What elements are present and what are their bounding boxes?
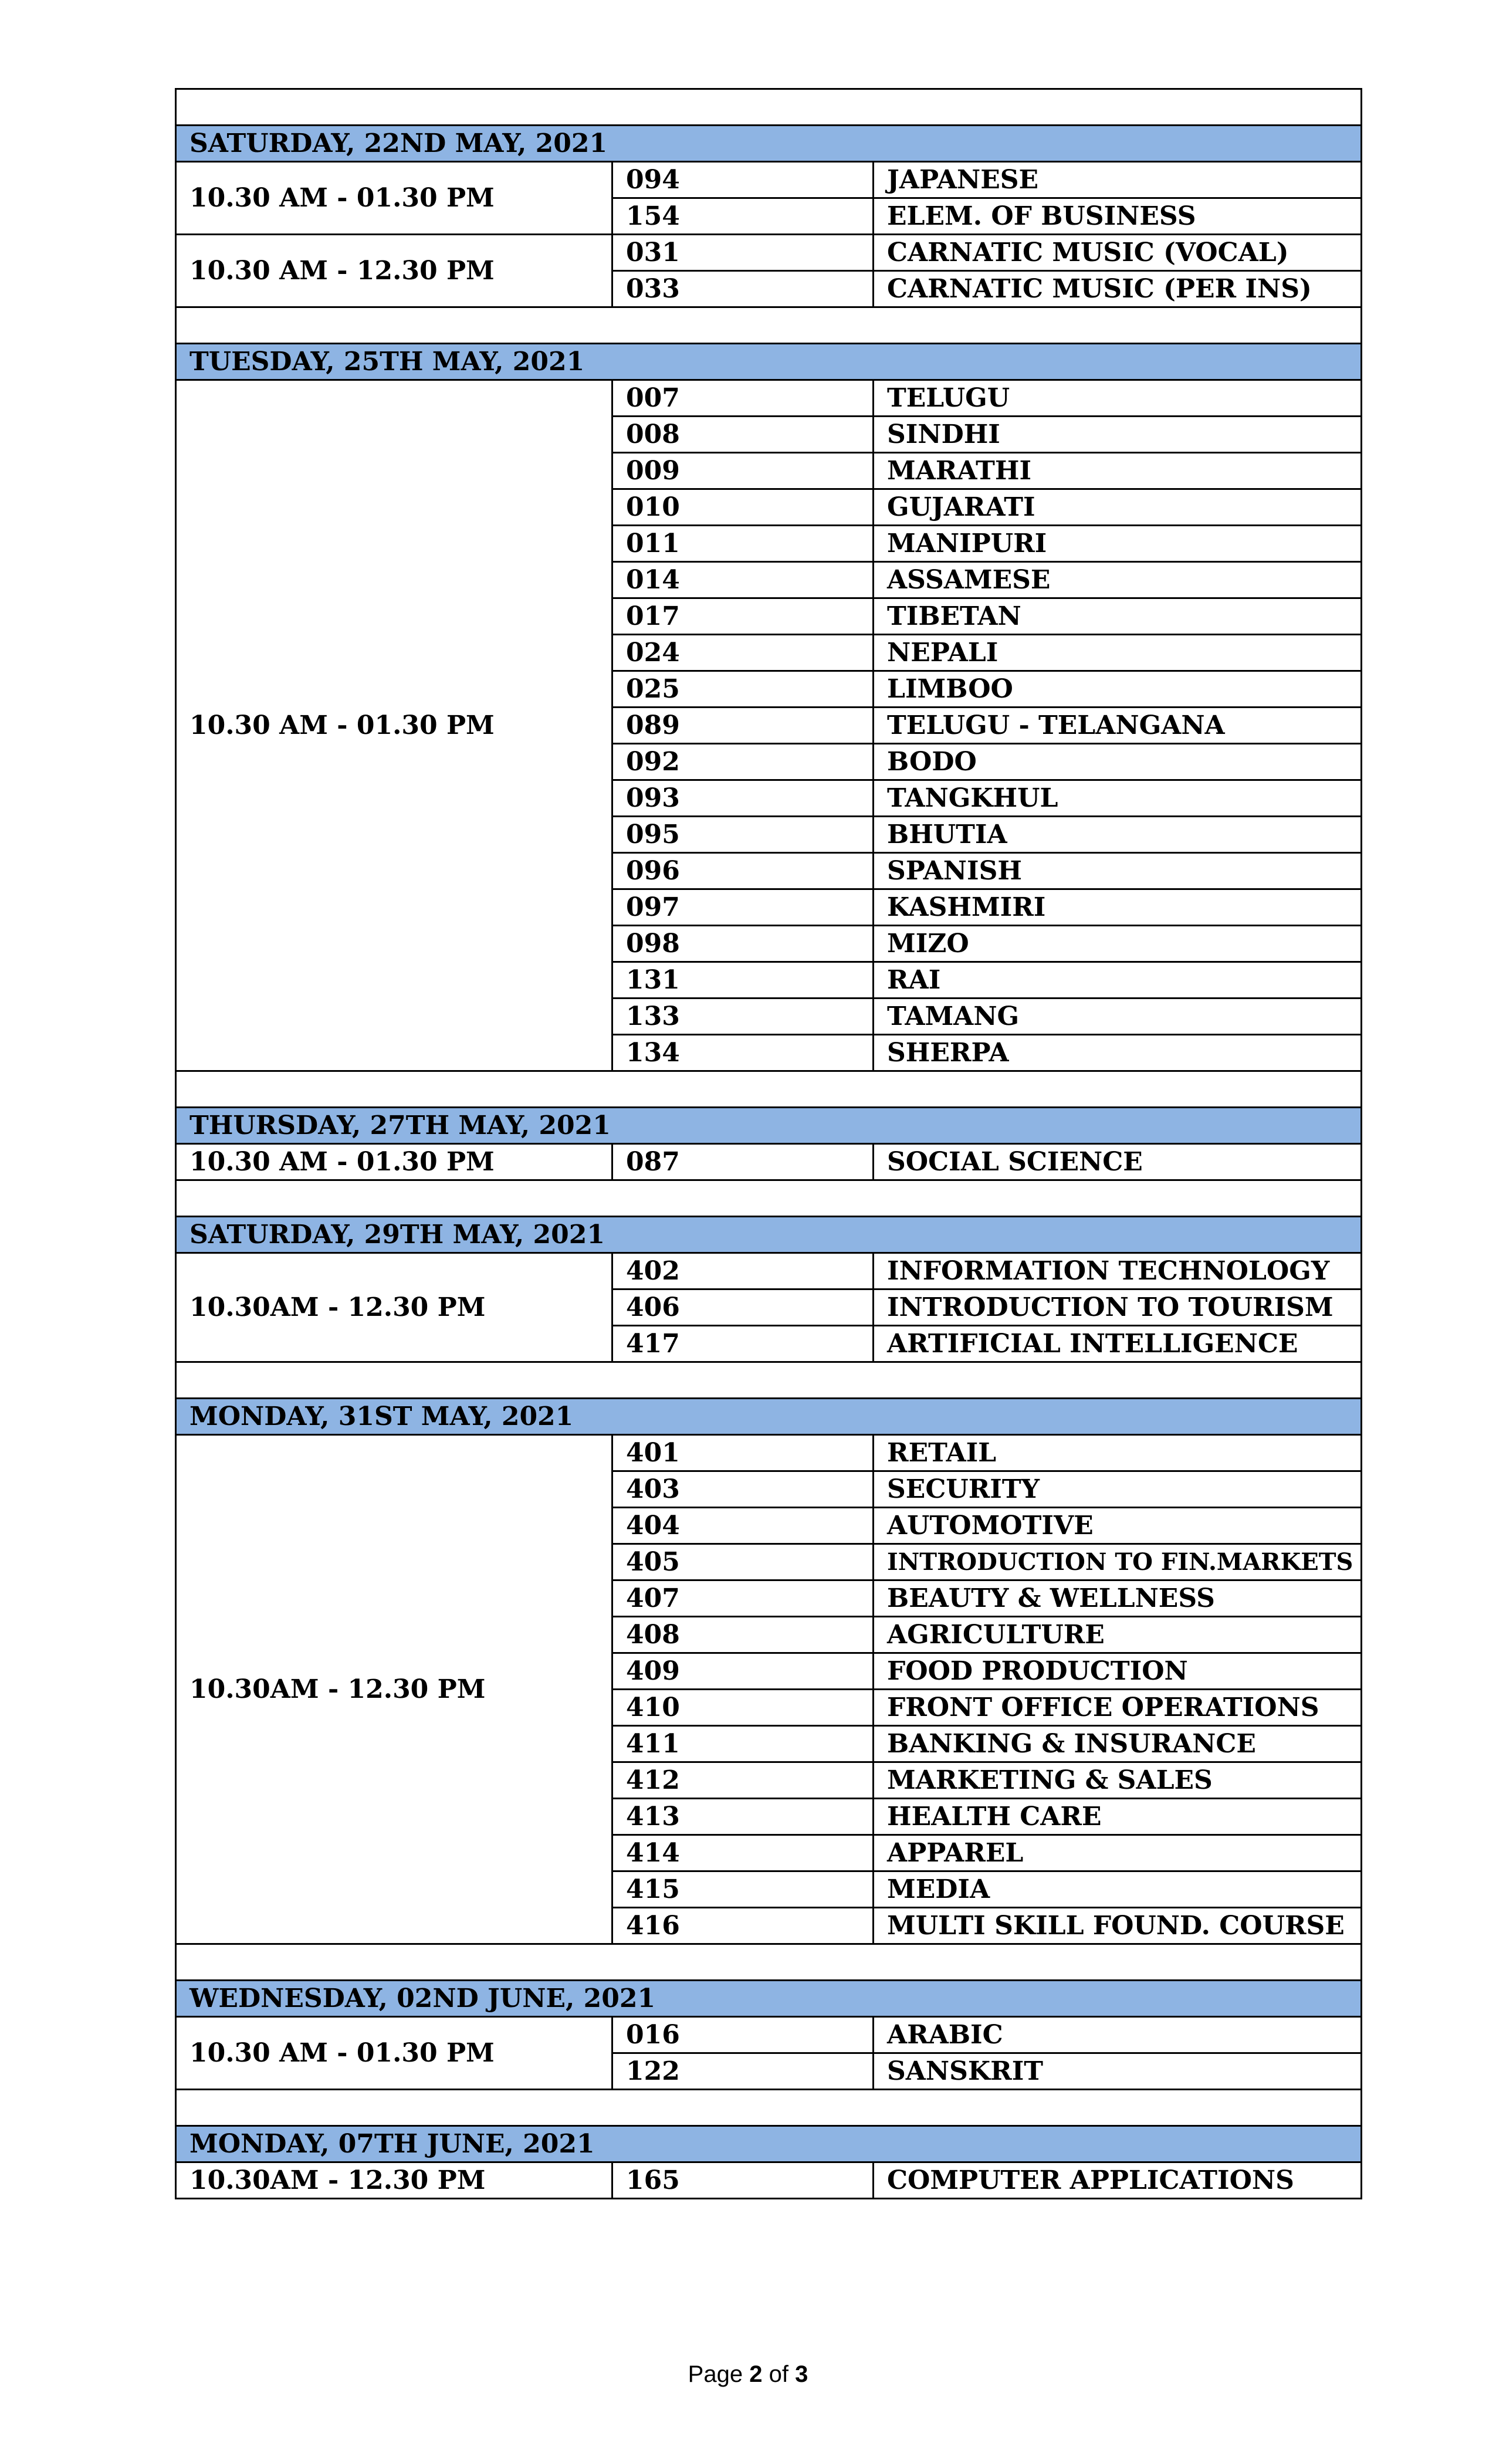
subject-name: MANIPURI bbox=[874, 526, 1362, 562]
subject-name: BHUTIA bbox=[874, 817, 1362, 853]
subject-name: FRONT OFFICE OPERATIONS bbox=[874, 1690, 1362, 1726]
subject-code: 095 bbox=[612, 817, 874, 853]
spacer-cell bbox=[176, 1362, 1362, 1399]
subject-name: ELEM. OF BUSINESS bbox=[874, 198, 1362, 235]
subject-code: 092 bbox=[612, 744, 874, 780]
paper-row bbox=[176, 235, 1362, 271]
subject-code: 014 bbox=[612, 562, 874, 598]
spacer-row bbox=[176, 89, 1362, 126]
subject-name: CARNATIC MUSIC (VOCAL) bbox=[874, 235, 1362, 271]
spacer-cell bbox=[176, 307, 1362, 344]
subject-code: 033 bbox=[612, 271, 874, 307]
subject-name: BANKING & INSURANCE bbox=[874, 1726, 1362, 1762]
spacer-row bbox=[176, 1071, 1362, 1108]
subject-name: HEALTH CARE bbox=[874, 1799, 1362, 1835]
subject-code: 098 bbox=[612, 926, 874, 962]
date-header-row bbox=[176, 126, 1362, 162]
subject-code: 401 bbox=[612, 1435, 874, 1471]
spacer-row bbox=[176, 1362, 1362, 1399]
subject-code: 402 bbox=[612, 1253, 874, 1289]
footer-current-page: 2 bbox=[749, 2361, 763, 2387]
date-header-row bbox=[176, 2126, 1362, 2162]
exam-date: SATURDAY, 29TH MAY, 2021 bbox=[176, 1217, 1362, 1253]
subject-name: ARABIC bbox=[874, 2017, 1362, 2053]
paper-row bbox=[176, 162, 1362, 198]
spacer-row bbox=[176, 1944, 1362, 1981]
subject-code: 011 bbox=[612, 526, 874, 562]
exam-time: 10.30 AM - 01.30 PM bbox=[176, 380, 612, 1071]
subject-name: AUTOMOTIVE bbox=[874, 1508, 1362, 1544]
subject-name: BODO bbox=[874, 744, 1362, 780]
subject-name: SOCIAL SCIENCE bbox=[874, 1144, 1362, 1180]
subject-name: MARATHI bbox=[874, 453, 1362, 489]
exam-schedule-body bbox=[176, 89, 1362, 2199]
exam-date: SATURDAY, 22ND MAY, 2021 bbox=[176, 126, 1362, 162]
subject-code: 131 bbox=[612, 962, 874, 999]
subject-code: 406 bbox=[612, 1289, 874, 1326]
footer-total-pages: 3 bbox=[795, 2361, 808, 2387]
subject-code: 007 bbox=[612, 380, 874, 417]
subject-name: MARKETING & SALES bbox=[874, 1762, 1362, 1799]
spacer-cell bbox=[176, 1944, 1362, 1981]
subject-name: TELUGU - TELANGANA bbox=[874, 708, 1362, 744]
footer-prefix: Page bbox=[688, 2361, 743, 2387]
date-header-row bbox=[176, 1399, 1362, 1435]
subject-name: NEPALI bbox=[874, 635, 1362, 671]
subject-name: TANGKHUL bbox=[874, 780, 1362, 817]
subject-code: 403 bbox=[612, 1471, 874, 1508]
spacer-cell bbox=[176, 1180, 1362, 1217]
subject-name: CARNATIC MUSIC (PER INS) bbox=[874, 271, 1362, 307]
subject-name: JAPANESE bbox=[874, 162, 1362, 198]
exam-time: 10.30AM - 12.30 PM bbox=[176, 1253, 612, 1362]
subject-name: INTRODUCTION TO TOURISM bbox=[874, 1289, 1362, 1326]
subject-code: 093 bbox=[612, 780, 874, 817]
subject-code: 154 bbox=[612, 198, 874, 235]
subject-name: AGRICULTURE bbox=[874, 1617, 1362, 1653]
subject-code: 407 bbox=[612, 1580, 874, 1617]
subject-name: SHERPA bbox=[874, 1035, 1362, 1071]
subject-code: 404 bbox=[612, 1508, 874, 1544]
subject-name: KASHMIRI bbox=[874, 889, 1362, 926]
subject-code: 089 bbox=[612, 708, 874, 744]
subject-name: RAI bbox=[874, 962, 1362, 999]
spacer-cell bbox=[176, 89, 1362, 126]
subject-name: FOOD PRODUCTION bbox=[874, 1653, 1362, 1690]
subject-code: 094 bbox=[612, 162, 874, 198]
subject-code: 411 bbox=[612, 1726, 874, 1762]
subject-code: 009 bbox=[612, 453, 874, 489]
exam-date: THURSDAY, 27TH MAY, 2021 bbox=[176, 1108, 1362, 1144]
subject-code: 416 bbox=[612, 1908, 874, 1944]
subject-code: 417 bbox=[612, 1326, 874, 1362]
page-footer bbox=[0, 2361, 1496, 2388]
subject-name: ASSAMESE bbox=[874, 562, 1362, 598]
subject-code: 122 bbox=[612, 2053, 874, 2090]
subject-code: 405 bbox=[612, 1544, 874, 1580]
subject-code: 410 bbox=[612, 1690, 874, 1726]
subject-code: 414 bbox=[612, 1835, 874, 1871]
subject-name: TIBETAN bbox=[874, 598, 1362, 635]
subject-code: 031 bbox=[612, 235, 874, 271]
exam-date: MONDAY, 07TH JUNE, 2021 bbox=[176, 2126, 1362, 2162]
subject-code: 096 bbox=[612, 853, 874, 889]
exam-time: 10.30 AM - 01.30 PM bbox=[176, 2017, 612, 2090]
subject-code: 415 bbox=[612, 1871, 874, 1908]
exam-time: 10.30AM - 12.30 PM bbox=[176, 1435, 612, 1944]
subject-name: SANSKRIT bbox=[874, 2053, 1362, 2090]
footer-separator: of bbox=[769, 2361, 788, 2387]
subject-name: TAMANG bbox=[874, 999, 1362, 1035]
spacer-row bbox=[176, 307, 1362, 344]
subject-code: 010 bbox=[612, 489, 874, 526]
exam-time: 10.30 AM - 01.30 PM bbox=[176, 162, 612, 235]
paper-row bbox=[176, 1253, 1362, 1289]
subject-code: 024 bbox=[612, 635, 874, 671]
exam-time: 10.30 AM - 12.30 PM bbox=[176, 235, 612, 307]
subject-code: 087 bbox=[612, 1144, 874, 1180]
date-header-row bbox=[176, 1981, 1362, 2017]
subject-name: ARTIFICIAL INTELLIGENCE bbox=[874, 1326, 1362, 1362]
subject-name: SPANISH bbox=[874, 853, 1362, 889]
exam-schedule-table bbox=[175, 88, 1362, 2199]
subject-name: SINDHI bbox=[874, 417, 1362, 453]
subject-name: TELUGU bbox=[874, 380, 1362, 417]
date-header-row bbox=[176, 344, 1362, 380]
subject-code: 008 bbox=[612, 417, 874, 453]
subject-code: 408 bbox=[612, 1617, 874, 1653]
paper-row bbox=[176, 2162, 1362, 2199]
subject-name: MULTI SKILL FOUND. COURSE bbox=[874, 1908, 1362, 1944]
subject-name: INFORMATION TECHNOLOGY bbox=[874, 1253, 1362, 1289]
subject-name: COMPUTER APPLICATIONS bbox=[874, 2162, 1362, 2199]
subject-code: 097 bbox=[612, 889, 874, 926]
subject-name: MEDIA bbox=[874, 1871, 1362, 1908]
subject-code: 017 bbox=[612, 598, 874, 635]
subject-code: 165 bbox=[612, 2162, 874, 2199]
paper-row bbox=[176, 1435, 1362, 1471]
subject-name: GUJARATI bbox=[874, 489, 1362, 526]
subject-name: APPAREL bbox=[874, 1835, 1362, 1871]
subject-name: INTRODUCTION TO FIN.MARKETS bbox=[874, 1544, 1362, 1580]
paper-row bbox=[176, 1144, 1362, 1180]
date-header-row bbox=[176, 1108, 1362, 1144]
spacer-cell bbox=[176, 2090, 1362, 2126]
exam-time: 10.30AM - 12.30 PM bbox=[176, 2162, 612, 2199]
subject-name: SECURITY bbox=[874, 1471, 1362, 1508]
subject-code: 134 bbox=[612, 1035, 874, 1071]
exam-time: 10.30 AM - 01.30 PM bbox=[176, 1144, 612, 1180]
subject-name: BEAUTY & WELLNESS bbox=[874, 1580, 1362, 1617]
date-header-row bbox=[176, 1217, 1362, 1253]
spacer-row bbox=[176, 2090, 1362, 2126]
exam-date: TUESDAY, 25TH MAY, 2021 bbox=[176, 344, 1362, 380]
paper-row bbox=[176, 2017, 1362, 2053]
subject-name: MIZO bbox=[874, 926, 1362, 962]
subject-code: 413 bbox=[612, 1799, 874, 1835]
exam-date: WEDNESDAY, 02ND JUNE, 2021 bbox=[176, 1981, 1362, 2017]
subject-code: 016 bbox=[612, 2017, 874, 2053]
subject-name: LIMBOO bbox=[874, 671, 1362, 708]
exam-date: MONDAY, 31ST MAY, 2021 bbox=[176, 1399, 1362, 1435]
spacer-cell bbox=[176, 1071, 1362, 1108]
subject-name: RETAIL bbox=[874, 1435, 1362, 1471]
paper-row bbox=[176, 380, 1362, 417]
spacer-row bbox=[176, 1180, 1362, 1217]
subject-code: 412 bbox=[612, 1762, 874, 1799]
subject-code: 133 bbox=[612, 999, 874, 1035]
subject-code: 025 bbox=[612, 671, 874, 708]
subject-code: 409 bbox=[612, 1653, 874, 1690]
